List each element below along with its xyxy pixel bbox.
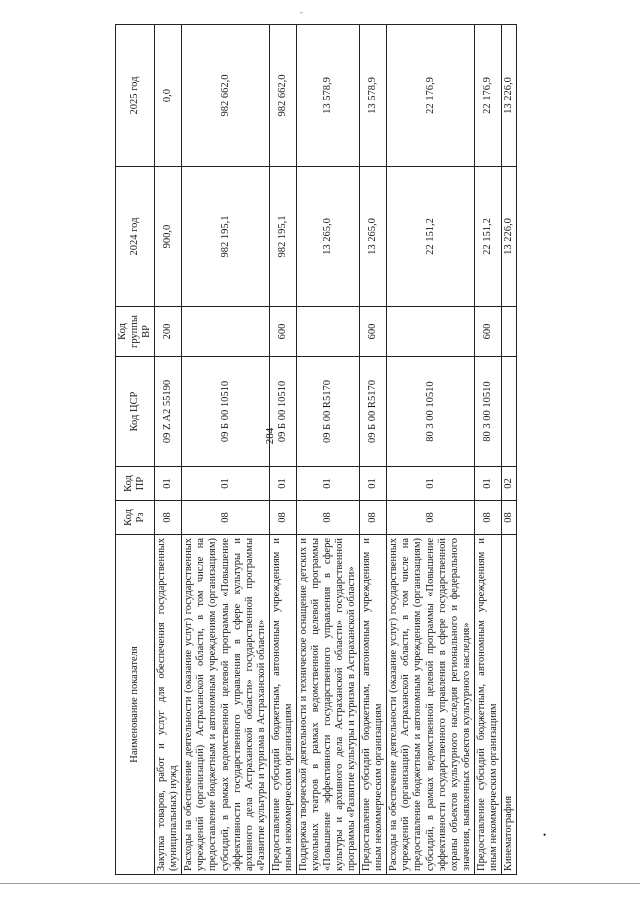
cell-csr: 09 Б 00 R5170 (296, 357, 359, 467)
table-row (155, 25, 182, 875)
table-row (474, 25, 501, 875)
cell-2024: 982 195,1 (182, 167, 269, 307)
page-number: 284 (264, 427, 276, 445)
cell-2025: 982 662,0 (182, 25, 269, 167)
cell-2024: 13 265,0 (360, 167, 387, 307)
cell-csr: 09 Б 00 10510 (269, 357, 296, 467)
table-row (387, 25, 474, 875)
cell-name: Поддержка творческой деятельности и техническое оснащение детских и кукольных театров в рамках ведомственной целевой программы «Повышение эффективности государственного управления в сфере культуры и архивного дела Астраханской области» государственной программы «Развитие культуры и туризма в Астраханской области» (296, 535, 359, 875)
header-2024: 2024 год (116, 167, 155, 307)
cell-vr (296, 307, 359, 357)
cell-vr (182, 307, 269, 357)
cell-vr: 600 (360, 307, 387, 357)
cell-name: Предоставление субсидий бюджетным, автономным учреждениям и иным некоммерческим организациям (360, 535, 387, 875)
cell-vr: 600 (269, 307, 296, 357)
cell-2024: 22 151,2 (474, 167, 501, 307)
cell-rz: 08 (474, 501, 501, 535)
cell-name: Расходы на обеспечение деятельности (оказание услуг) государственных учреждений (организаций) Астраханской области, в том числе на предоставление бюджетным и автономным учреждениям (организациям) субсидий, в рамках ведомственной целевой программы «Повышение эффективности государственного управления в сфере государственной охраны объектов культурного наследия регионального и федерального значения, выявленных объектов культурного наследия» (387, 535, 474, 875)
cell-pr: 01 (182, 467, 269, 501)
cell-vr: 600 (474, 307, 501, 357)
cell-pr: 01 (269, 467, 296, 501)
cell-vr (387, 307, 474, 357)
table-row (360, 25, 387, 875)
cell-csr (501, 357, 516, 467)
cell-2025: 13 226,0 (501, 25, 516, 167)
cell-2025: 0,0 (155, 25, 182, 167)
header-name: Наименование показателя (116, 535, 155, 875)
cell-pr: 01 (155, 467, 182, 501)
header-rz: Код Рз (116, 501, 155, 535)
cell-name: Кинематография (501, 535, 516, 875)
cell-2024: 13 226,0 (501, 167, 516, 307)
cell-rz: 08 (360, 501, 387, 535)
header-row (116, 25, 155, 875)
cell-rz: 08 (182, 501, 269, 535)
cell-pr: 01 (474, 467, 501, 501)
bottom-rule (0, 883, 640, 884)
table-row (182, 25, 269, 875)
table-row (269, 25, 296, 875)
cell-2025: 22 176,9 (387, 25, 474, 167)
cell-name: Закупка товаров, работ и услуг для обеспечения государственных (муниципальных) нужд (155, 535, 182, 875)
cell-rz: 08 (296, 501, 359, 535)
cell-rz: 08 (155, 501, 182, 535)
table-row (501, 25, 516, 875)
cell-name: Предоставление субсидий бюджетным, автономным учреждениям и иным некоммерческим организациям (474, 535, 501, 875)
cell-2025: 982 662,0 (269, 25, 296, 167)
cell-2024: 13 265,0 (296, 167, 359, 307)
cell-csr: 80 3 00 10510 (387, 357, 474, 467)
cell-name: Предоставление субсидий бюджетным, автономным учреждениям и иным некоммерческим организациям (269, 535, 296, 875)
cell-pr: 01 (296, 467, 359, 501)
cell-2024: 22 151,2 (387, 167, 474, 307)
budget-table (115, 24, 517, 875)
header-vr: Код группы ВР (116, 307, 155, 357)
cell-2024: 982 195,1 (269, 167, 296, 307)
cell-rz: 08 (269, 501, 296, 535)
cell-2025: 22 176,9 (474, 25, 501, 167)
header-pr: Код ПР (116, 467, 155, 501)
rotated-table-container (115, 25, 635, 875)
top-mark: - (300, 8, 303, 17)
cell-csr: 09 Z A2 55190 (155, 357, 182, 467)
cell-vr (501, 307, 516, 357)
cell-pr: 01 (387, 467, 474, 501)
cell-csr: 80 3 00 10510 (474, 357, 501, 467)
table-row (296, 25, 359, 875)
margin-mark: • (543, 830, 547, 840)
header-2025: 2025 год (116, 25, 155, 167)
cell-2024: 900,0 (155, 167, 182, 307)
cell-pr: 01 (360, 467, 387, 501)
cell-csr: 09 Б 00 R5170 (360, 357, 387, 467)
cell-vr: 200 (155, 307, 182, 357)
header-csr: Код ЦСР (116, 357, 155, 467)
cell-pr: 02 (501, 467, 516, 501)
cell-rz: 08 (387, 501, 474, 535)
cell-csr: 09 Б 00 10510 (182, 357, 269, 467)
cell-2025: 13 578,9 (360, 25, 387, 167)
cell-2025: 13 578,9 (296, 25, 359, 167)
cell-rz: 08 (501, 501, 516, 535)
cell-name: Расходы на обеспечение деятельности (оказание услуг) государственных учреждений (организаций) Астраханской области, в том числе на предоставление бюджетным и автономным учреждениям (организациям) субсидий, в рамках ведомственной целевой программы «Повышение эффективности государственного управления в сфере культуры и архивного дела Астраханской области» государственной программы «Развитие культуры и туризма в Астраханской области» (182, 535, 269, 875)
